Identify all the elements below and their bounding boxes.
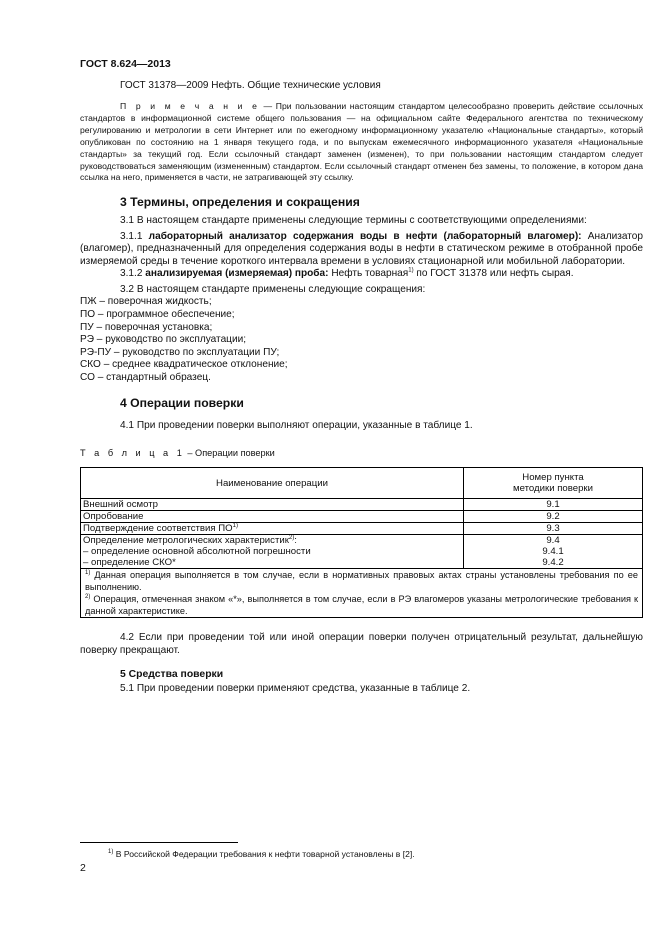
section-5-title: 5 Средства поверки <box>120 669 224 680</box>
reference-standard: ГОСТ 31378—2009 Нефть. Общие технические условия <box>120 80 381 91</box>
footnote-ref: 1) <box>232 522 238 529</box>
list-item: РЭ – руководство по эксплуатации; <box>80 334 247 346</box>
clause-number-line: 9.4.2 <box>542 557 564 568</box>
list-item: ПО – программное обеспечение; <box>80 308 235 320</box>
header-operation-name: Наименование операции <box>81 468 464 499</box>
clause-number-line: 9.4.1 <box>542 546 564 557</box>
table-row <box>81 535 643 569</box>
table-footnote-1 <box>83 569 640 593</box>
table-caption-label: Т а б л и ц а 1 <box>80 448 185 458</box>
document-page <box>80 58 643 696</box>
list-item: ПЖ – поверочная жидкость; <box>80 296 212 308</box>
section-3-title: 3 Термины, определения и сокращения <box>120 195 360 210</box>
para-3-1: 3.1 В настоящем стандарте применены следующие термины с соответствующими определениями: <box>120 215 587 227</box>
list-item: СО – стандартный образец. <box>80 371 211 383</box>
term-bold: лабораторный анализатор содержания воды в нефти (лабораторный влагомер): <box>148 230 582 242</box>
term-bold: анализируемая (измеряемая) проба: <box>145 268 329 280</box>
list-item: РЭ-ПУ – руководство по эксплуатации ПУ; <box>80 346 280 358</box>
page-number: 2 <box>80 862 86 874</box>
abbreviation-list <box>80 296 643 384</box>
operation-name <box>81 523 464 535</box>
para-3-2: 3.2 В настоящем стандарте применены следующие сокращения: <box>120 283 426 295</box>
table-row <box>81 499 643 511</box>
operation-text: Определение метрологических характеристик <box>83 535 289 546</box>
page-footnote <box>108 849 415 859</box>
document-header: ГОСТ 8.624—2013 <box>80 58 171 70</box>
sub-operation: – определение основной абсолютной погрешности <box>83 546 311 557</box>
operation-name <box>81 535 464 569</box>
table-header-row <box>81 468 643 499</box>
para-4-1: 4.1 При проведении поверки выполняют операции, указанные в таблице 1. <box>120 419 473 431</box>
list-item: ПУ – поверочная установка; <box>80 321 213 333</box>
para-number: 3.1.1 <box>120 230 149 242</box>
footnote-ref: 2) <box>288 534 295 541</box>
footnote-text: В Российской Федерации требования к нефти товарной установлены в [2]. <box>113 849 415 859</box>
list-item: СКО – среднее квадратическое отклонение; <box>80 359 288 371</box>
operation-text: Подтверждение соответствия ПО <box>83 523 233 534</box>
para-number: 3.1.2 <box>120 268 146 280</box>
sub-operation: – определение СКО* <box>83 557 176 568</box>
clause-number: 9.3 <box>464 523 643 535</box>
clause-number: 9.1 <box>464 499 643 511</box>
table-row <box>81 523 643 535</box>
para-3-1-2 <box>80 268 643 281</box>
footnote-divider <box>80 842 238 843</box>
footnote-ref: 1) <box>408 267 414 274</box>
term-definition: Нефть товарная <box>328 268 409 280</box>
note-paragraph <box>80 101 643 184</box>
table-row <box>81 511 643 523</box>
para-3-1-1 <box>80 231 643 269</box>
header-clause-number <box>464 468 643 499</box>
table-footnote-2 <box>83 593 640 617</box>
table-caption <box>80 448 643 458</box>
footnote-text: Данная операция выполняется в том случае, если в нормативных правовых актах страны установлены требования по ее выполнению. <box>85 570 638 592</box>
para-5-1: 5.1 При проведении поверки применяют средства, указанные в таблице 2. <box>120 683 471 694</box>
note-label: П р и м е ч а н и е <box>120 101 260 111</box>
term-definition-cont: по ГОСТ 31378 или нефть сырая. <box>413 268 574 280</box>
header-line: методики поверки <box>513 483 593 494</box>
footnote-text: Операция, отмеченная знаком «*», выполняется в том случае, если в РЭ влагомеров указаны метрологические требования к данной характеристике. <box>85 594 638 616</box>
operations-table <box>80 467 643 618</box>
table-footnotes <box>81 569 643 618</box>
term-definition: Анализатор (влагомер), предназначенный для определения содержания воды в нефти в статическом режиме в отобранной пробе измеряемой среды в течение короткого интервала времени в условиях стационарной или мобильной лаборатории. <box>80 230 643 267</box>
operation-name: Опробование <box>81 511 464 523</box>
clause-number: 9.2 <box>464 511 643 523</box>
operation-name: Внешний осмотр <box>81 499 464 511</box>
para-4-2: 4.2 Если при проведении той или иной операции поверки получен отрицательный результат, дальнейшую поверку прекращают. <box>80 632 643 656</box>
header-line: Номер пункта <box>522 472 584 483</box>
footnote-mark: 2) <box>85 593 91 600</box>
operation-text: : <box>294 535 297 546</box>
clause-number-line: 9.4 <box>546 535 560 546</box>
table-footnote-row <box>81 569 643 618</box>
note-text: — При пользовании настоящим стандартом целесообразно проверить действие ссылочных стандартов в информационной системе общего пользования — на официальном сайте Федерального агентства по техническому регулированию и метрологии в сети Интернет или по ежегодному информационному указателю «Национальные стандарты», который опубликован по состоянию на 1 января текущего года, и по выпускам ежемесячного информационного указателя «Национальные стандарты» за текущий год. Если ссылочный стандарт заменен (изменен), то при пользовании настоящим стандартом следует руководствоваться заменяющим (измененным) стандартом. Если ссылочный стандарт отменен без замены, то положение, в котором дана ссылка на него, применяется в части, не затрагивающей эту ссылку. <box>80 101 644 183</box>
footnote-mark: 1) <box>108 849 114 856</box>
table-caption-text: – Операции поверки <box>184 448 275 458</box>
section-4-title: 4 Операции поверки <box>120 395 244 410</box>
clause-number <box>464 535 643 569</box>
footnote-mark: 1) <box>85 569 91 576</box>
